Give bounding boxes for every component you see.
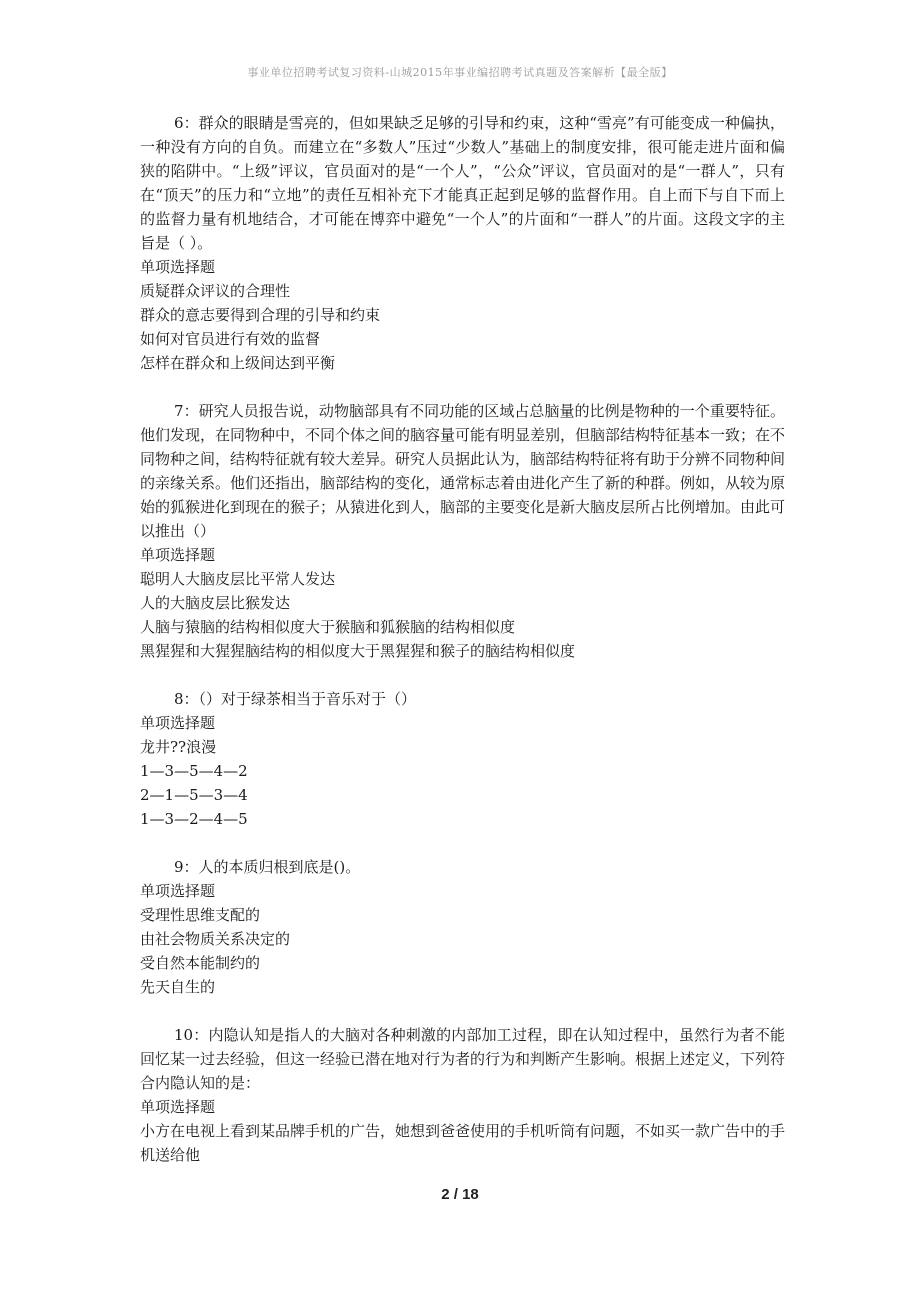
- question-10: [140, 1023, 785, 1167]
- option: 2—1—5—3—4: [140, 786, 248, 804]
- question-stem: 8：（）对于绿茶相当于音乐对于（）: [174, 690, 417, 708]
- option: 群众的意志要得到合理的引导和约束: [140, 306, 381, 324]
- option: 由社会物质关系决定的: [140, 930, 291, 948]
- option: 怎样在群众和上级间达到平衡: [140, 354, 336, 372]
- page-header: 事业单位招聘考试复习资料-山城2015年事业编招聘考试真题及答案解析【最全版】: [247, 66, 673, 79]
- option: 聪明人大脑皮层比平常人发达: [140, 570, 336, 588]
- option: 1—3—2—4—5: [140, 810, 248, 828]
- question-stem: 10：内隐认知是指人的大脑对各种刺激的内部加工过程，即在认知过程中，虽然行为者不能回忆某一过去经验，但这一经验已潜在地对行为者的行为和判断产生影响。根据上述定义，下列符合内隐认知的是：: [140, 1026, 786, 1092]
- option: 受理性思维支配的: [140, 906, 261, 924]
- option: 先天自生的: [140, 978, 216, 996]
- question-type: 单项选择题: [140, 882, 216, 900]
- question-8: [140, 687, 785, 831]
- option: 小方在电视上看到某品牌手机的广告，她想到爸爸使用的手机听筒有问题，不如买一款广告中的手机送给他: [140, 1122, 786, 1164]
- option: 受自然本能制约的: [140, 954, 261, 972]
- question-type: 单项选择题: [140, 546, 216, 564]
- option: 人脑与猿脑的结构相似度大于猴脑和狐猴脑的结构相似度: [140, 618, 516, 636]
- option: 1—3—5—4—2: [140, 762, 248, 780]
- option: 如何对官员进行有效的监督: [140, 330, 321, 348]
- page-number: 2 / 18: [441, 1186, 479, 1203]
- question-stem: 9：人的本质归根到底是()。: [174, 858, 361, 876]
- option: 人的大脑皮层比猴发达: [140, 594, 291, 612]
- question-type: 单项选择题: [140, 714, 216, 732]
- question-stem: 6：群众的眼睛是雪亮的，但如果缺乏足够的引导和约束，这种“雪亮”有可能变成一种偏执，一种没有方向的自负。而建立在“多数人”压过“少数人”基础上的制度安排，很可能走进片面和偏狭的陷阱中。“上级”评议，官员面对的是“一个人”，“公众”评议，官员面对的是“一群人”，只有在“顶天”的压力和“立地”的责任互相补充下才能真正起到足够的监督作用。自上而下与自下而上的监督力量有机地结合，才可能在博弈中避免“一个人”的片面和“一群人”的片面。这段文字的主旨是（ ）。: [140, 114, 785, 252]
- question-type: 单项选择题: [140, 258, 216, 276]
- question-9: [140, 855, 785, 999]
- question-stem: 7：研究人员报告说，动物脑部具有不同功能的区域占总脑量的比例是物种的一个重要特征。他们发现，在同物种中，不同个体之间的脑容量可能有明显差别，但脑部结构特征基本一致；在不同物种之间，结构特征就有较大差异。研究人员据此认为，脑部结构特征将有助于分辨不同物种间的亲缘关系。他们还指出，脑部结构的变化，通常标志着由进化产生了新的种群。例如，从较为原始的狐猴进化到现在的猴子；从猿进化到人，脑部的主要变化是新大脑皮层所占比例增加。由此可以推出（）: [140, 402, 786, 540]
- question-type: 单项选择题: [140, 1098, 216, 1116]
- question-6: [140, 111, 785, 375]
- option: 黑猩猩和大猩猩脑结构的相似度大于黑猩猩和猴子的脑结构相似度: [140, 642, 576, 660]
- question-7: [140, 399, 785, 663]
- option: 龙井??浪漫: [140, 738, 217, 756]
- option: 质疑群众评议的合理性: [140, 282, 291, 300]
- document-body: [140, 111, 785, 1191]
